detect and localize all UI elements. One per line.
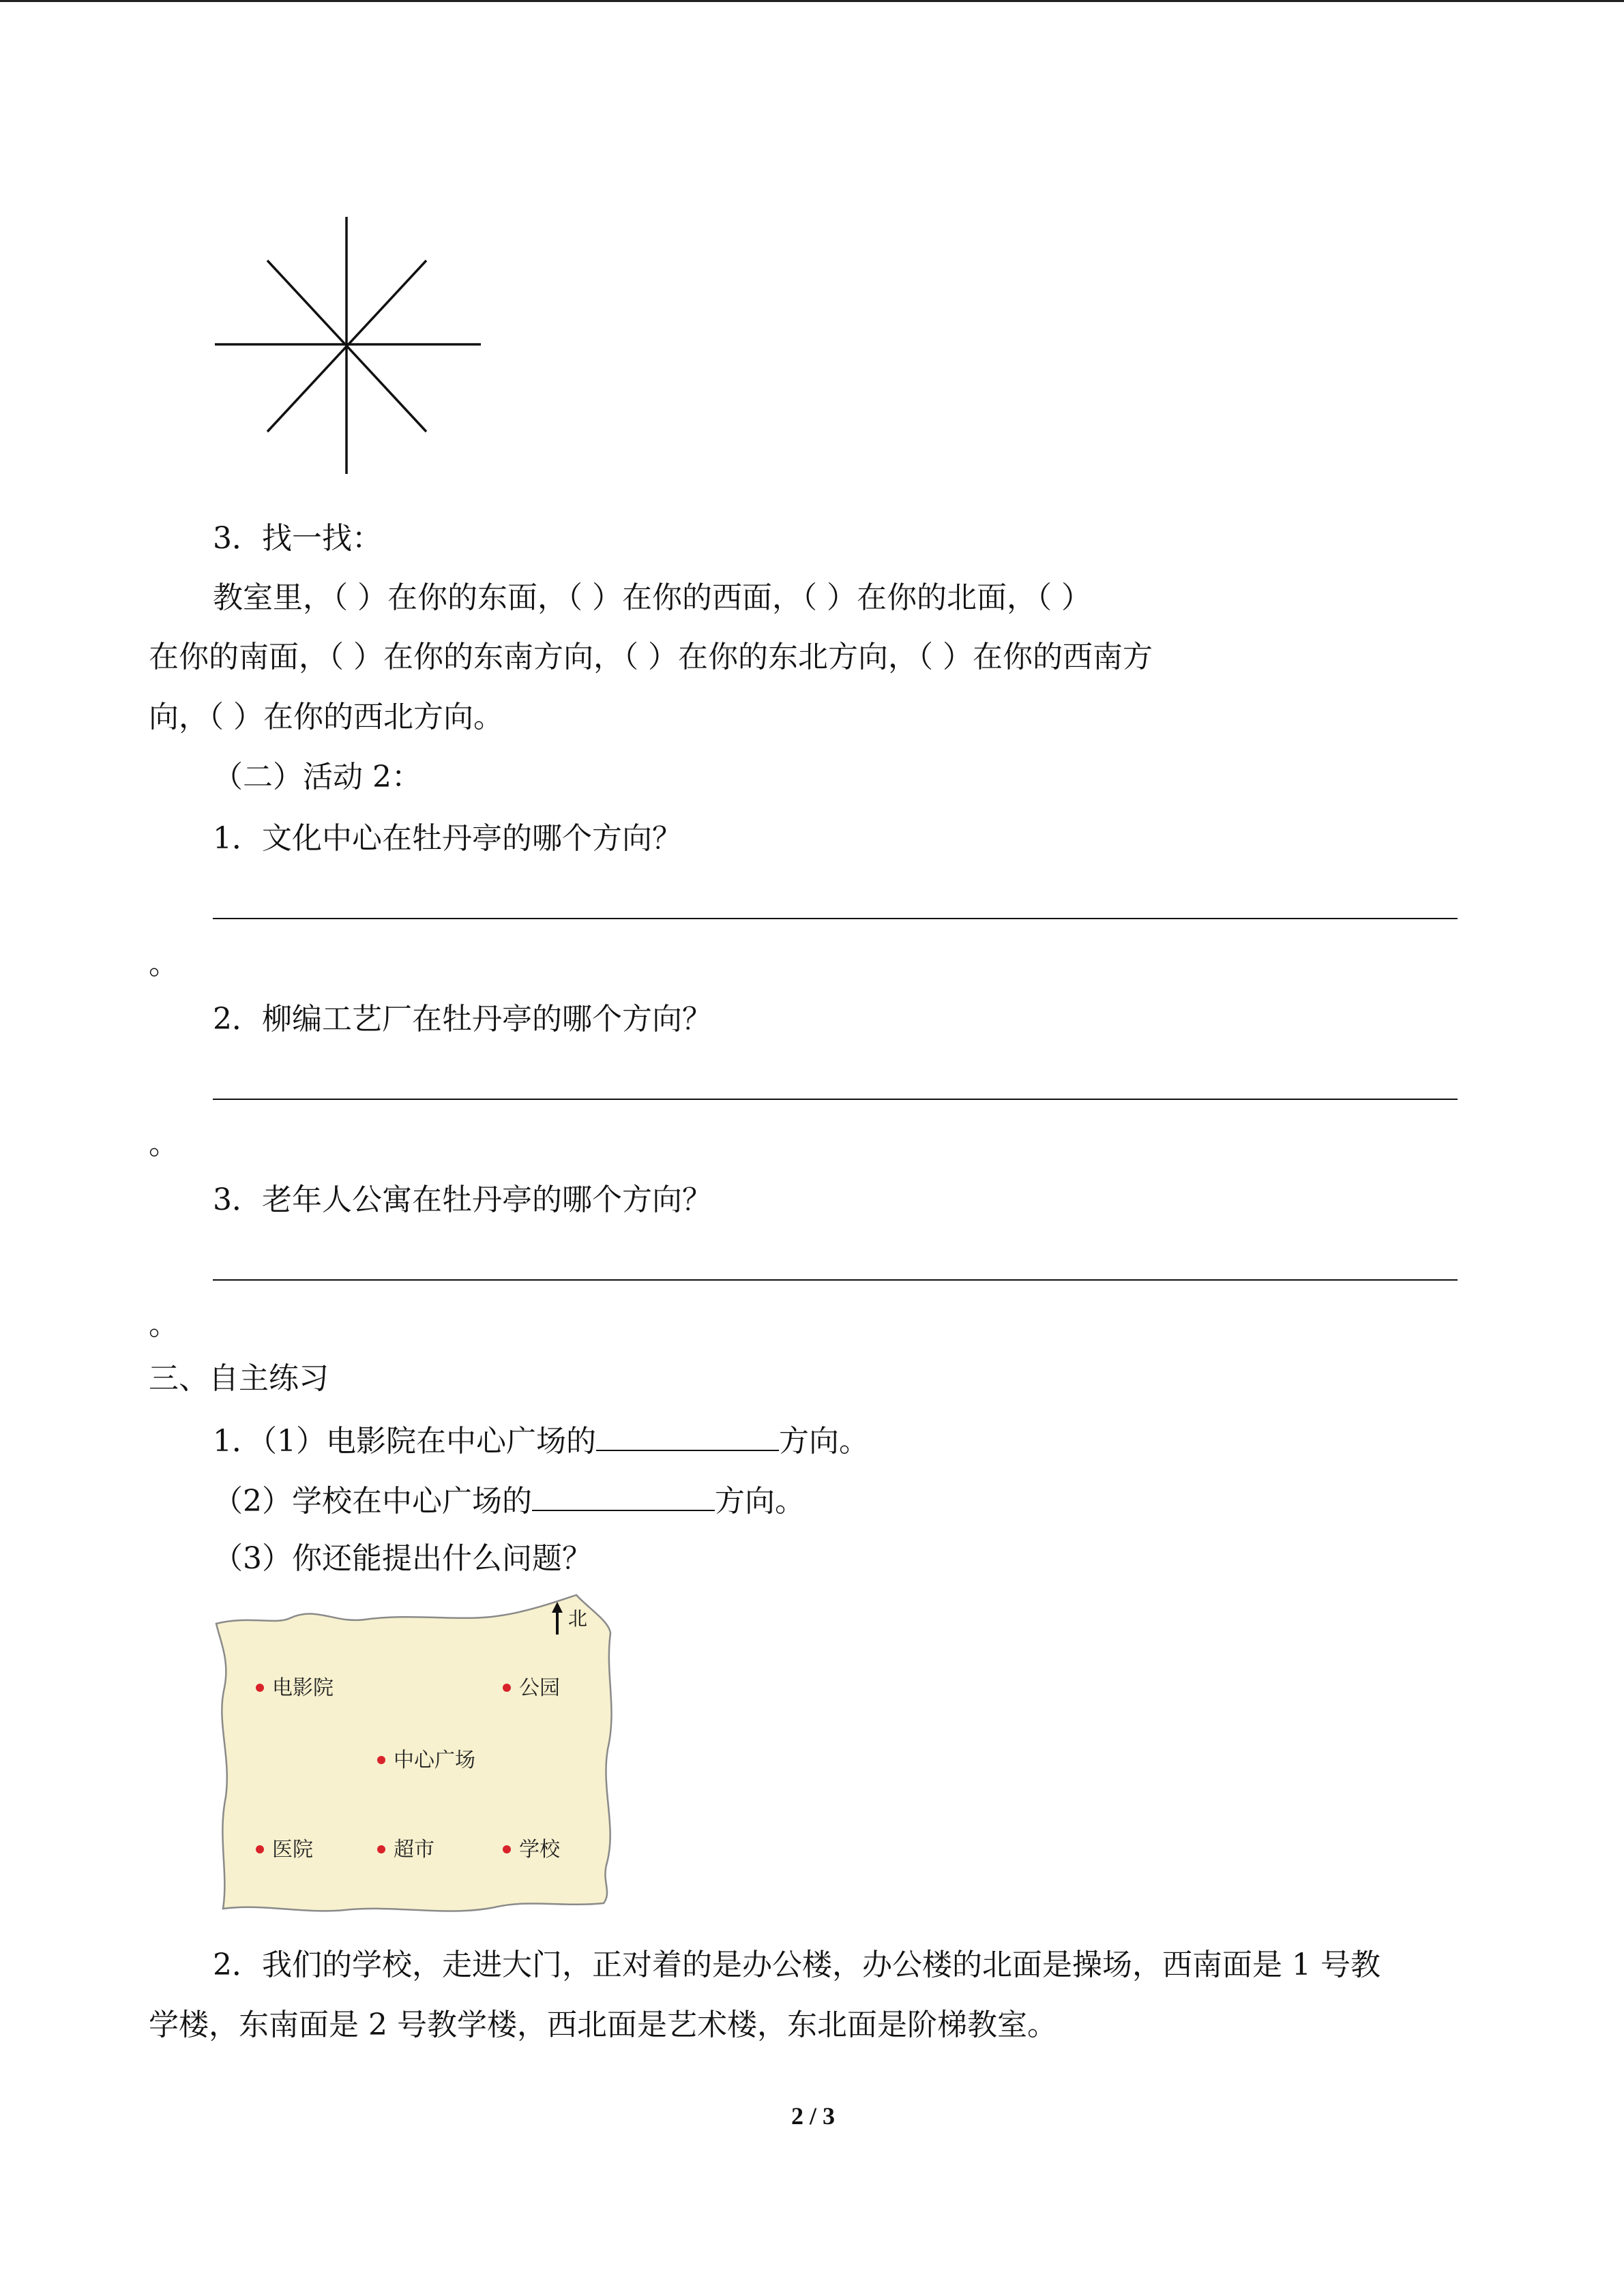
q1-part2-blank[interactable] (532, 1478, 715, 1511)
north-label: 北 (568, 1607, 588, 1630)
center-square-marker (377, 1756, 385, 1764)
park-label: 公园 (519, 1676, 560, 1700)
answer-line-2[interactable] (213, 1099, 1458, 1100)
practice-q1-part2 (213, 1478, 805, 1522)
q1-part1-suffix: 方向。 (779, 1424, 869, 1459)
top-border (0, 0, 1624, 2)
activity2-question-1: 1．文化中心在牡丹亭的哪个方向？ (213, 821, 682, 856)
school-marker (503, 1845, 511, 1853)
activity2-heading: （二）活动 2： (213, 760, 422, 794)
q1-part1-blank[interactable] (596, 1418, 779, 1451)
q1-part1-prefix: 1．（1）电影院在中心广场的 (213, 1424, 596, 1459)
find-heading: 3．找一找： (213, 521, 382, 556)
activity2-question-2: 2．柳编工艺厂在牡丹亭的哪个方向？ (213, 1002, 712, 1037)
page-number: 2 / 3 (791, 2102, 836, 2130)
supermarket-marker (377, 1845, 385, 1853)
find-line-3: 向，（ ）在你的西北方向。 (149, 700, 503, 734)
cinema-label: 电影院 (272, 1676, 334, 1700)
supermarket-label: 超市 (394, 1838, 434, 1862)
answer-end-period-2: 。 (149, 1127, 179, 1161)
answer-end-period-3: 。 (149, 1307, 179, 1342)
find-line-2: 在你的南面，（ ）在你的东南方向，（ ）在你的东北方向，（ ）在你的西南方 (149, 640, 1153, 674)
practice-q2-line-1: 2．我们的学校，走进大门，正对着的是办公楼，办公楼的北面是操场，西南面是 1 号教 (213, 1948, 1381, 1982)
q1-part2-prefix: （2）学校在中心广场的 (213, 1484, 532, 1519)
practice-heading: 三、自主练习 (149, 1361, 329, 1396)
cinema-marker (256, 1684, 264, 1692)
center-square-label: 中心广场 (394, 1748, 475, 1772)
practice-q2-line-2: 学楼，东南面是 2 号教学楼，西北面是艺术楼，东北面是阶梯教室。 (149, 2008, 1057, 2042)
q1-part2-suffix: 方向。 (715, 1484, 805, 1519)
school-label: 学校 (519, 1838, 560, 1862)
activity2-question-3: 3．老年人公寓在牡丹亭的哪个方向？ (213, 1182, 712, 1217)
hospital-label: 医院 (272, 1838, 313, 1862)
practice-q1-part3: （3）你还能提出什么问题？ (213, 1541, 592, 1576)
answer-end-period-1: 。 (149, 946, 179, 981)
answer-line-3[interactable] (213, 1279, 1458, 1281)
practice-q1-part1 (213, 1418, 869, 1462)
park-marker (503, 1684, 511, 1692)
eight-direction-star-diagram (205, 211, 491, 481)
answer-line-1[interactable] (213, 918, 1458, 919)
city-map (208, 1592, 617, 1920)
hospital-marker (256, 1845, 264, 1853)
find-line-1: 教室里，（ ）在你的东面，（ ）在你的西面，（ ）在你的北面，（ ） (213, 580, 1091, 615)
